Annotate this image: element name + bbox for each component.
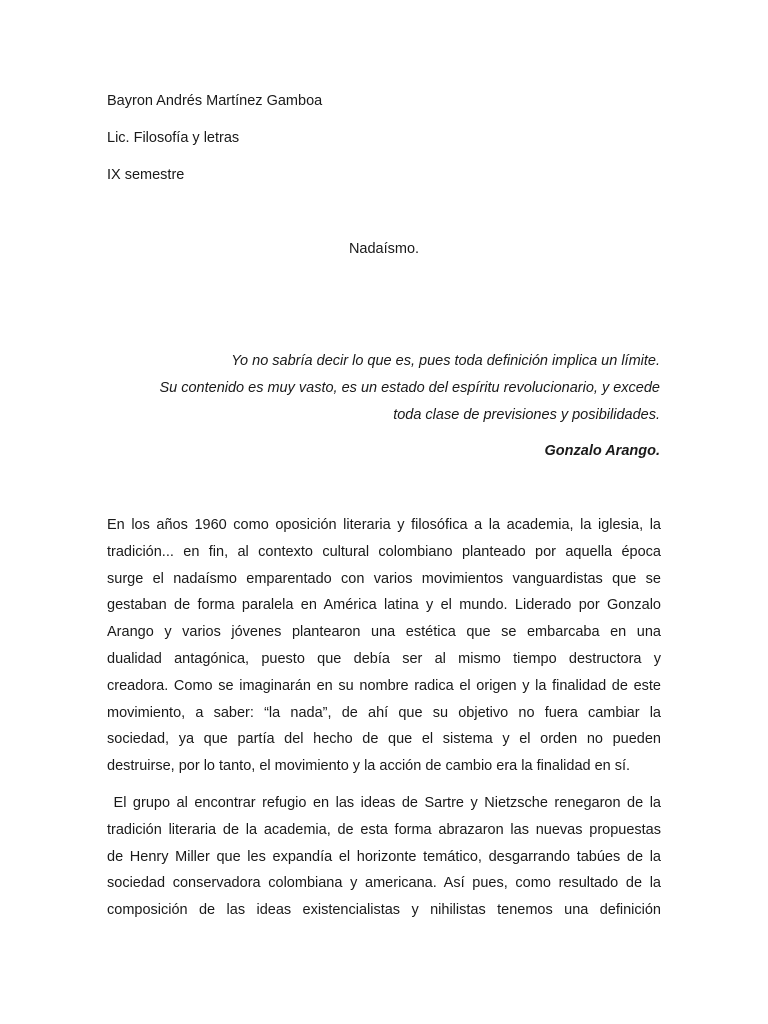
document-title: Nadaísmo.: [348, 241, 420, 257]
paragraph-1: [107, 512, 661, 780]
paragraph-line: dualidad antagónica, puesto que debía ser al mismo tiempo destructora y: [107, 650, 661, 667]
author-name: Bayron Andrés Martínez Gamboa: [107, 93, 323, 109]
paragraph-line: surge el nadaísmo emparentado con varios movimientos vanguardistas que se: [107, 570, 661, 587]
epigraph-line: Yo no sabría decir lo que es, pues toda definición implica un límite.: [231, 353, 660, 369]
paragraph-line: creadora. Como se imaginarán en su nombre radica el origen y la finalidad de este: [107, 677, 661, 694]
paragraph-line: sociedad conservadora colombiana y americana. Así pues, como resultado de la: [107, 875, 661, 892]
paragraph-line: gestaban de forma paralela en América latina y el mundo. Liderado por Gonzalo: [107, 597, 661, 614]
program-name: Lic. Filosofía y letras: [107, 130, 240, 146]
paragraph-line: destruirse, por lo tanto, el movimiento y la acción de cambio era la finalidad en sí.: [107, 758, 631, 775]
paragraph-line: En los años 1960 como oposición literaria y filosófica a la academia, la iglesia, la: [107, 517, 661, 533]
paragraph-line: El grupo al encontrar refugio en las ideas de Sartre y Nietzsche renegaron de la: [107, 795, 661, 811]
paragraph-line: movimiento, a saber: “la nada”, de ahí que su objetivo no fuera cambiar la: [107, 704, 661, 721]
epigraph-author: Gonzalo Arango.: [544, 443, 660, 459]
semester-label: IX semestre: [107, 167, 185, 183]
paragraph-line: tradición... en fin, al contexto cultural colombiano planteado por aquella época: [107, 543, 661, 560]
paragraph-line: Arango y varios jóvenes plantearon una estética que se embarcaba en una: [107, 624, 661, 641]
paragraph-2: [107, 790, 661, 924]
epigraph-line: Su contenido es muy vasto, es un estado del espíritu revolucionario, y excede: [159, 380, 660, 396]
paragraph-line: sociedad, ya que partía del hecho de que el sistema y el orden no pueden: [107, 731, 661, 748]
paragraph-line: tradición literaria de la academia, de esta forma abrazaron las nuevas propuestas: [107, 821, 661, 838]
paragraph-line: composición de las ideas existencialistas y nihilistas tenemos una definición: [107, 902, 661, 919]
epigraph: [100, 348, 660, 429]
paragraph-line: de Henry Miller que les expandía el horizonte temático, desgarrando tabúes de la: [107, 848, 661, 865]
epigraph-line: toda clase de previsiones y posibilidades.: [393, 407, 660, 423]
